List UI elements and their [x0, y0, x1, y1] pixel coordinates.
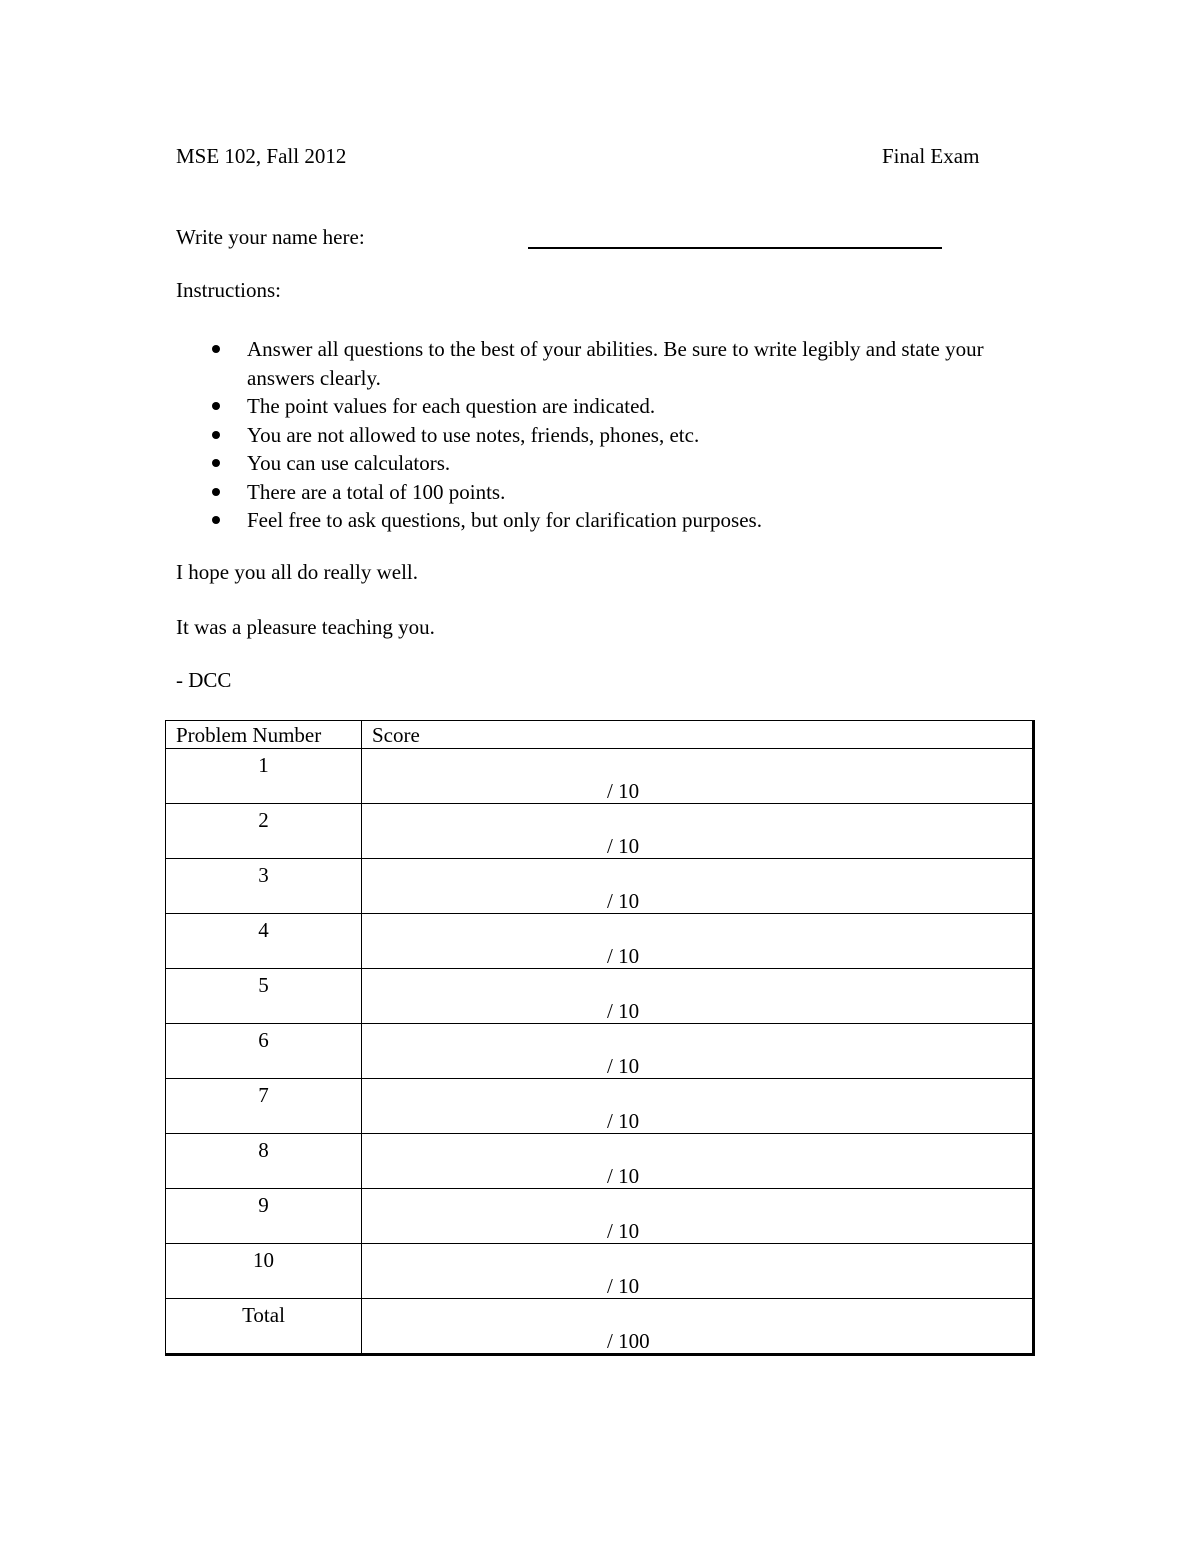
bullet-icon	[212, 459, 220, 467]
header-problem-label: Problem Number	[176, 723, 322, 747]
score-cell[interactable]	[362, 914, 1034, 969]
instruction-item	[212, 506, 1002, 535]
problem-number: 10	[166, 1244, 362, 1299]
problem-number: 2	[166, 804, 362, 859]
table-header-row	[166, 721, 1034, 749]
bullet-icon	[212, 431, 220, 439]
table-row	[166, 804, 1034, 859]
course-title: MSE 102, Fall 2012	[176, 144, 347, 168]
table-row	[166, 914, 1034, 969]
table-row	[166, 969, 1034, 1024]
table-row	[166, 1079, 1034, 1134]
instruction-item	[212, 392, 1002, 421]
score-max: / 10	[607, 999, 640, 1023]
score-cell[interactable]	[362, 804, 1034, 859]
instruction-text: The point values for each question are indicated.	[247, 394, 656, 418]
header-cell-score	[362, 721, 1034, 749]
problem-number: 9	[166, 1189, 362, 1244]
score-max: / 10	[607, 1164, 640, 1188]
bullet-icon	[212, 488, 220, 496]
closing-line-2: It was a pleasure teaching you.	[176, 615, 435, 639]
score-cell[interactable]	[362, 859, 1034, 914]
instructions-heading: Instructions:	[176, 278, 281, 302]
closing-line-1: I hope you all do really well.	[176, 560, 419, 584]
instruction-text: You are not allowed to use notes, friends, phones, etc.	[247, 422, 700, 447]
bullet-icon	[212, 345, 220, 353]
header-cell-problem	[166, 721, 362, 749]
instruction-item	[212, 335, 1002, 392]
problem-number: 7	[166, 1079, 362, 1134]
total-label: Total	[166, 1299, 362, 1355]
score-max: / 10	[607, 889, 640, 913]
total-score-max: / 100	[607, 1329, 650, 1353]
table-row	[166, 1189, 1034, 1244]
bullet-icon	[212, 402, 220, 410]
instruction-text: Answer all questions to the best of your abilities. Be sure to write legibly and state your answers clearly.	[247, 337, 984, 390]
problem-number: 1	[166, 749, 362, 804]
problem-number: 8	[166, 1134, 362, 1189]
signature: - DCC	[176, 668, 232, 692]
table-row	[166, 1244, 1034, 1299]
score-max: / 10	[607, 834, 640, 858]
name-prompt: Write your name here:	[176, 225, 365, 249]
exam-type: Final Exam	[882, 144, 980, 168]
instruction-text: Feel free to ask questions, but only for clarification purposes.	[247, 508, 762, 532]
instruction-text: You can use calculators.	[247, 451, 451, 475]
score-cell[interactable]	[362, 1189, 1034, 1244]
table-row	[166, 859, 1034, 914]
instruction-list	[212, 335, 1002, 535]
score-cell[interactable]	[362, 1024, 1034, 1079]
score-cell[interactable]	[362, 1244, 1034, 1299]
bullet-icon	[212, 516, 220, 524]
instruction-item	[212, 478, 1002, 507]
table-row	[166, 1134, 1034, 1189]
score-cell[interactable]	[362, 1079, 1034, 1134]
score-max: / 10	[607, 1109, 640, 1133]
score-max: / 10	[607, 1274, 640, 1298]
score-cell[interactable]	[362, 749, 1034, 804]
table-row	[166, 1024, 1034, 1079]
score-max: / 10	[607, 1219, 640, 1243]
total-score-cell[interactable]	[362, 1299, 1034, 1355]
problem-number: 4	[166, 914, 362, 969]
table-row	[166, 749, 1034, 804]
score-max: / 10	[607, 944, 640, 968]
table-row-total	[166, 1299, 1034, 1355]
name-blank-line[interactable]	[528, 247, 942, 249]
score-max: / 10	[607, 1054, 640, 1078]
problem-number: 5	[166, 969, 362, 1024]
score-table	[165, 720, 1035, 1356]
score-cell[interactable]	[362, 1134, 1034, 1189]
score-cell[interactable]	[362, 969, 1034, 1024]
problem-number: 3	[166, 859, 362, 914]
instruction-item	[212, 421, 1002, 450]
score-max: / 10	[607, 779, 640, 803]
header-score-label: Score	[372, 723, 420, 747]
instruction-text: There are a total of 100 points.	[247, 479, 506, 504]
problem-number: 6	[166, 1024, 362, 1079]
instruction-item	[212, 449, 1002, 478]
